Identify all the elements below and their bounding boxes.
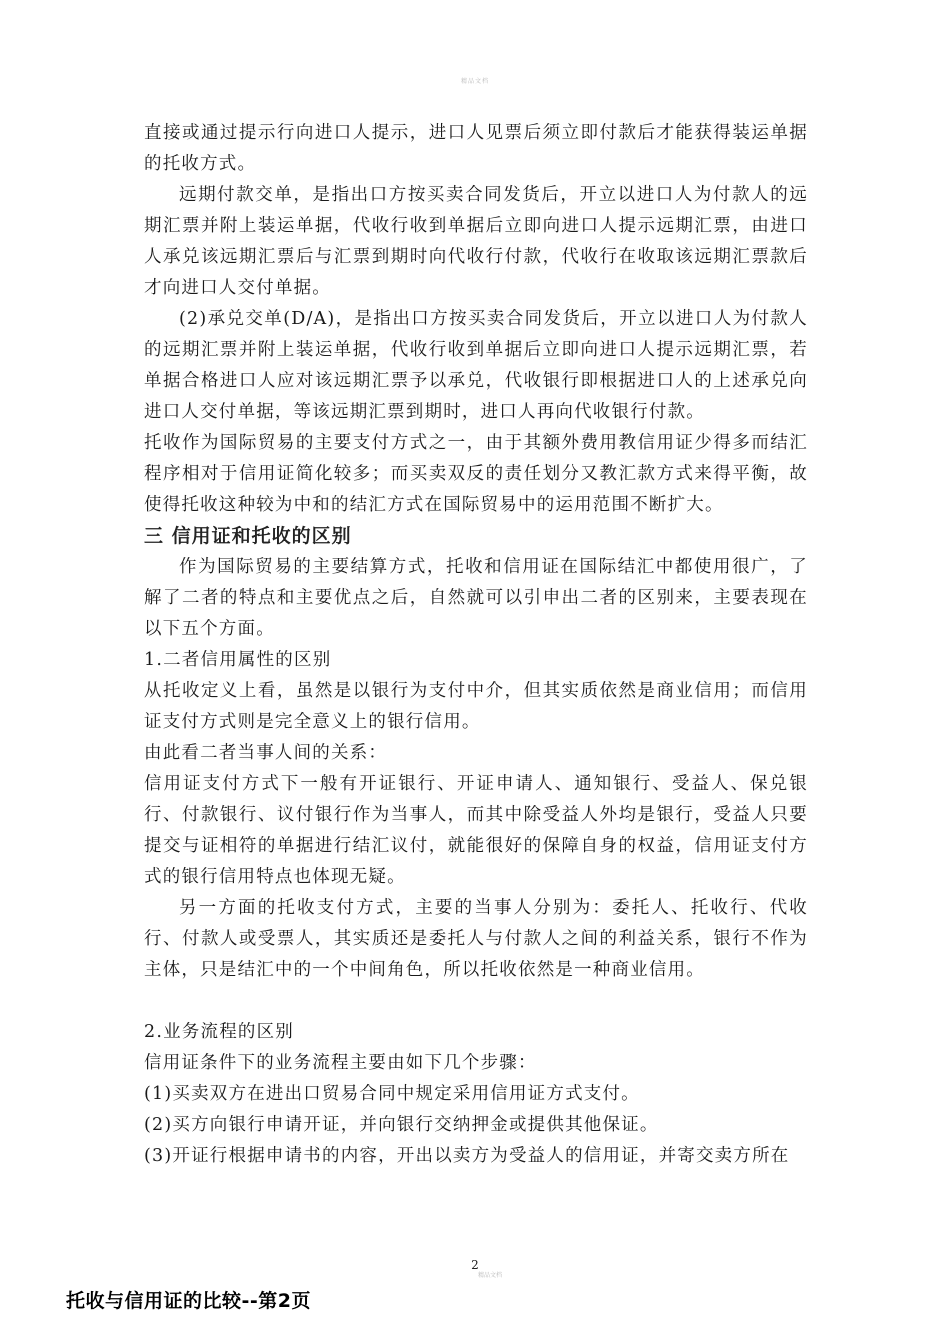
paragraph-lc-parties: 信用证支付方式下一般有开证银行、开证申请人、通知银行、受益人、保兑银行、付款银行、议付银行作为当事人，而其中除受益人外均是银行，受益人只要提交与证相符的单据进行结汇议付，就能很好的保障自身的权益，信用证支付方式的银行信用特点也体现无疑。 (144, 774, 808, 887)
paragraph-sight-dp-end: 直接或通过提示行向进口人提示，进口人见票后须立即付款后才能获得装运单据的托收方式。 (144, 123, 808, 174)
paragraph-lc-steps-intro: 信用证条件下的业务流程主要由如下几个步骤： (144, 1053, 537, 1073)
paragraph-parties-intro: 由此看二者当事人间的关系： (144, 743, 388, 763)
document-caption: 托收与信用证的比较--第2页 (66, 1290, 311, 1312)
footer-watermark: 精品文档 (477, 1272, 502, 1279)
paragraph-usance-dp: 远期付款交单，是指出口方按买卖合同发货后，开立以进口人为付款人的远期汇票并附上装运单据，代收行收到单据后立即向进口人提示远期汇票，由进口人承兑该远期汇票后与汇票到期时向代收行付款，代收行在收取该远期汇票款后才向进口人交付单据。 (144, 185, 808, 298)
paragraph-collection-summary: 托收作为国际贸易的主要支付方式之一，由于其额外费用教信用证少得多而结汇程序相对于信用证简化较多；而买卖双反的责任划分又教汇款方式来得平衡，故使得托收这种较为中和的结汇方式在国际贸易中的运用范围不断扩大。 (144, 433, 808, 515)
list-item-step-3: (3)开证行根据申请书的内容，开出以卖方为受益人的信用证，并寄交卖方所在 (144, 1146, 790, 1166)
subheading-business-process: 2.业务流程的区别 (144, 1022, 294, 1042)
paragraph-spacer (144, 986, 808, 1017)
paragraph-differences-intro: 作为国际贸易的主要结算方式，托收和信用证在国际结汇中都使用很广，了解了二者的特点和主要优点之后，自然就可以引申出二者的区别来，主要表现在以下五个方面。 (144, 557, 808, 639)
document-body (144, 118, 808, 1172)
section-heading-differences: 三 信用证和托收的区别 (144, 525, 352, 547)
paragraph-da: (2)承兑交单(D/A)，是指出口方按买卖合同发货后，开立以进口人为付款人的远期汇票并附上装运单据，代收行收到单据后立即向进口人提示远期汇票，若单据合格进口人应对该远期汇票予以承兑，代收银行即根据进口人的上述承兑向进口人交付单据，等该远期汇票到期时，进口人再向代收银行付款。 (144, 309, 808, 422)
paragraph-credit-definition: 从托收定义上看，虽然是以银行为支付中介，但其实质依然是商业信用；而信用证支付方式则是完全意义上的银行信用。 (144, 681, 808, 732)
paragraph-collection-parties: 另一方面的托收支付方式，主要的当事人分别为：委托人、托收行、代收行、付款人或受票人，其实质还是委托人与付款人之间的利益关系，银行不作为主体，只是结汇中的一个中间角色，所以托收依然是一种商业信用。 (144, 898, 808, 980)
subheading-credit-attribute: 1.二者信用属性的区别 (144, 650, 332, 670)
list-item-step-1: (1)买卖双方在进出口贸易合同中规定采用信用证方式支付。 (144, 1084, 640, 1104)
list-item-step-2: (2)买方向银行申请开证，并向银行交纳押金或提供其他保证。 (144, 1115, 659, 1135)
page-number: 2 (471, 1258, 479, 1272)
header-watermark: 精品文档 (460, 78, 489, 85)
